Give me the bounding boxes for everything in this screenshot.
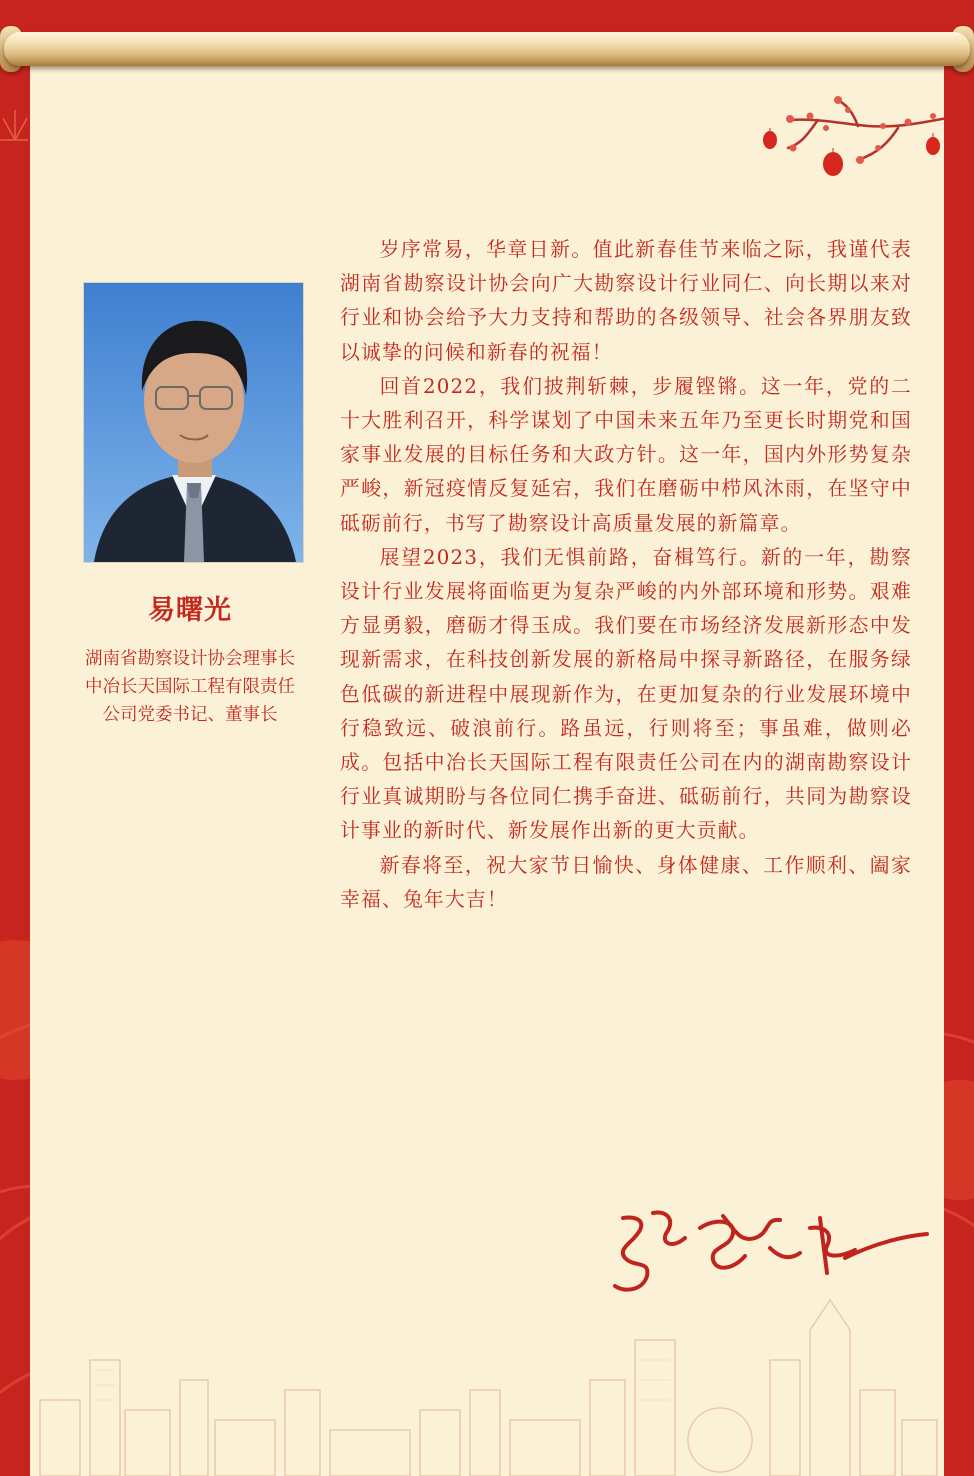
letter-paragraph: 岁序常易，华章日新。值此新春佳节来临之际，我谨代表湖南省勘察设计协会向广大勘察设计行业同仁、向长期以来对行业和协会给予大力支持和帮助的各级领导、社会各界朋友致以诚挚的问候和新春的祝福！ bbox=[340, 238, 912, 364]
person-title-line: 中冶长天国际工程有限责任 bbox=[85, 677, 295, 697]
letter-paragraph: 展望2023，我们无惧前路，奋楫笃行。新的一年，勘察设计行业发展将面临更为复杂严峻的内外部环境和形势。艰难方显勇毅，磨砺才得玉成。我们要在市场经济发展新形态中发现新需求，在科技创新发展的新格局中探寻新路径，在服务绿色低碳的新进程中展现新作为，在更加复杂的行业发展环境中行稳致远、破浪前行。路虽远，行则将至；事虽难，做则必成。包括中冶长天国际工程有限责任公司在内的湖南勘察设计行业真诚期盼与各位同仁携手奋进、砥砺前行，共同为勘察设计事业的新时代、新发展作出新的更大贡献。 bbox=[340, 545, 912, 843]
portrait-photo bbox=[84, 283, 303, 562]
letter-paragraph: 回首2022，我们披荆斩棘，步履铿锵。这一年，党的二十大胜利召开，科学谋划了中国未来五年乃至更长时期党和国家事业发展的目标任务和大政方针。这一年，国内外形势复杂严峻，新冠疫情反复延宕，我们在磨砺中栉风沐雨，在坚守中砥砺前行，书写了勘察设计高质量发展的新篇章。 bbox=[340, 374, 912, 535]
scroll-rod bbox=[4, 32, 970, 66]
person-title-line: 公司党委书记、董事长 bbox=[102, 705, 278, 725]
letter-paragraph: 新春将至，祝大家节日愉快、身体健康、工作顺利、阖家幸福、兔年大吉！ bbox=[340, 853, 912, 911]
plum-blossom-icon bbox=[748, 88, 948, 188]
city-skyline-icon bbox=[30, 1290, 944, 1476]
person-title bbox=[45, 645, 335, 729]
person-name: 易曙光 bbox=[148, 595, 232, 626]
signature-icon bbox=[605, 1198, 935, 1298]
person-title-line: 湖南省勘察设计协会理事长 bbox=[85, 649, 295, 669]
letter-body bbox=[340, 233, 912, 917]
